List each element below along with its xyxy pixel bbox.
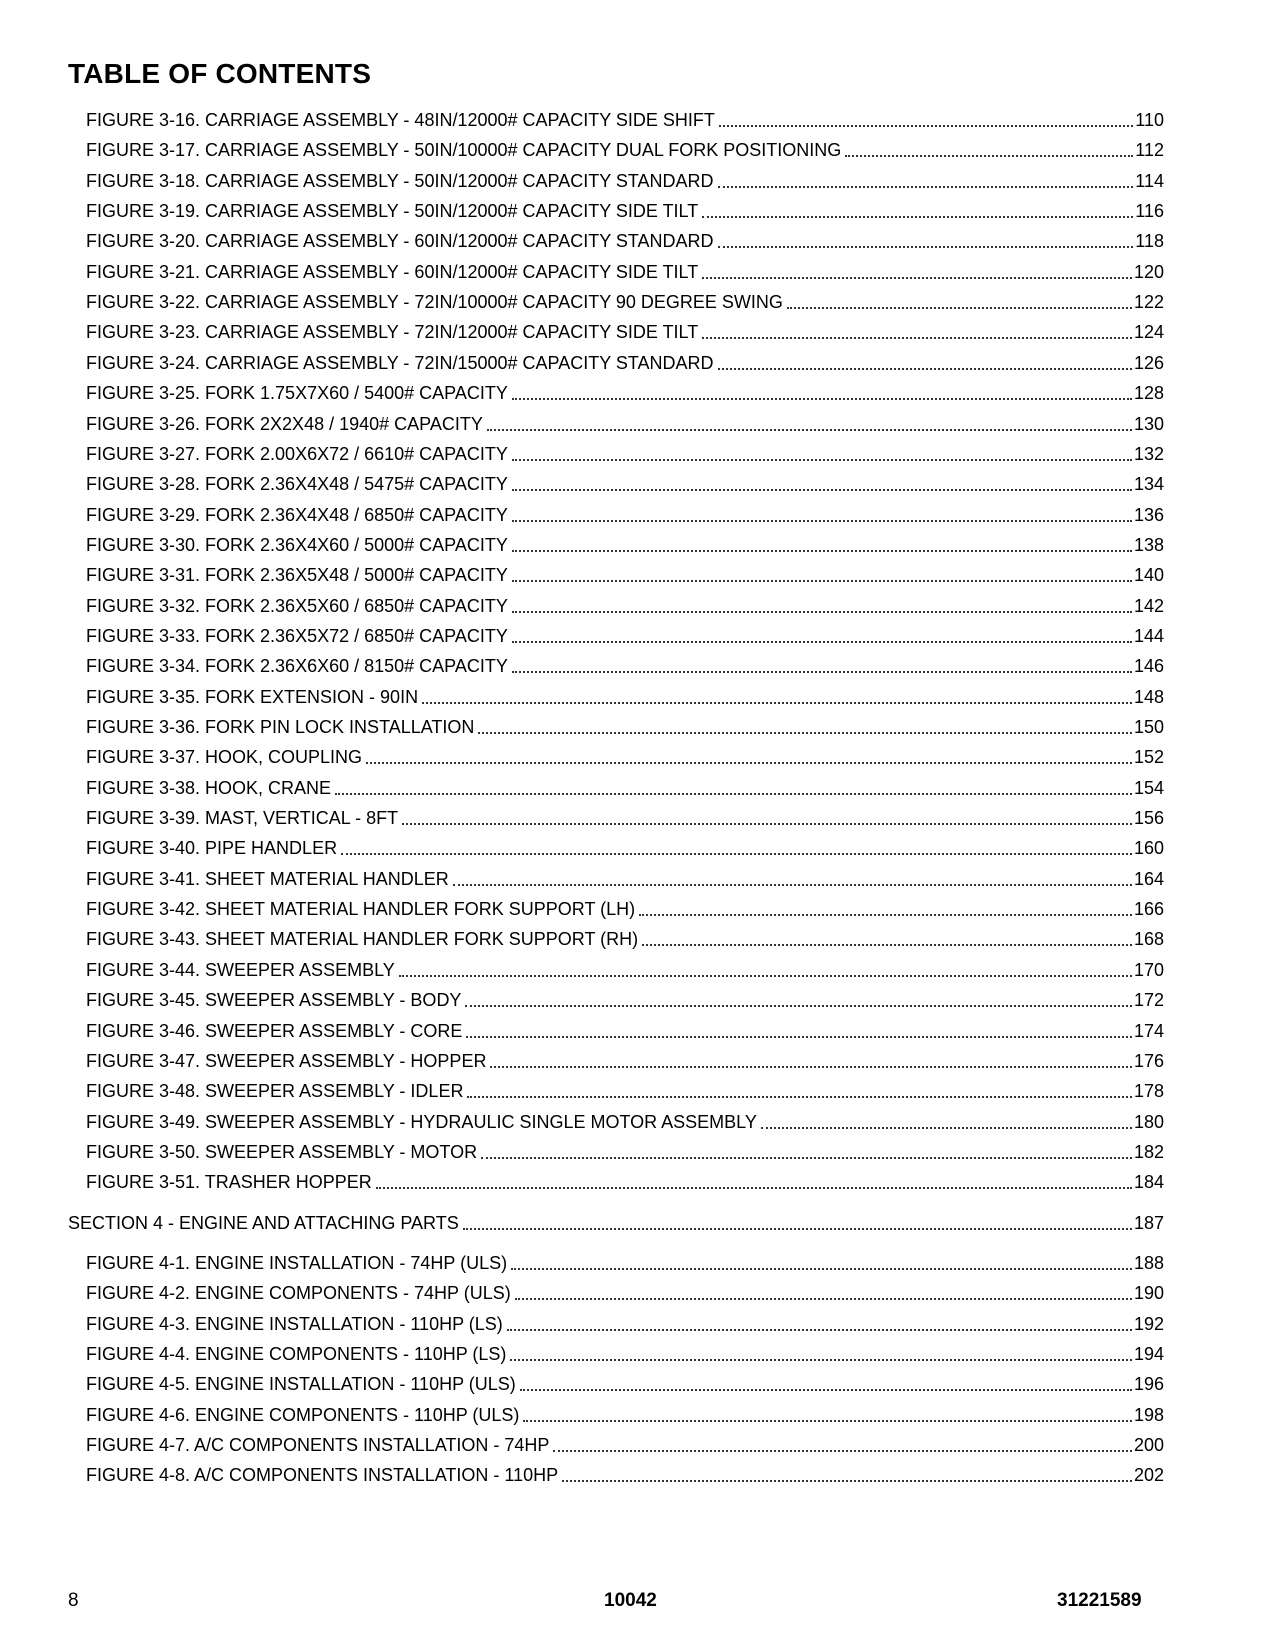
toc-dot-leader <box>702 337 1132 339</box>
toc-entry-page: 142 <box>1133 595 1164 616</box>
toc-entry-page: 116 <box>1135 201 1164 222</box>
toc-entry[interactable] <box>86 867 1164 891</box>
toc-entry-label: FIGURE 3-21. CARRIAGE ASSEMBLY - 60IN/12000# CAPACITY SIDE TILT <box>86 261 699 282</box>
toc-entry-page: 122 <box>1133 292 1164 313</box>
toc-dot-leader <box>366 762 1132 764</box>
toc-entry[interactable] <box>86 1433 1164 1457</box>
toc-entry-page: 160 <box>1133 838 1164 859</box>
toc-dot-leader <box>478 732 1132 734</box>
toc-entry-page: 132 <box>1133 443 1164 464</box>
toc-dot-leader <box>399 975 1132 977</box>
toc-dot-leader <box>512 520 1132 522</box>
toc-entry[interactable] <box>86 1251 1164 1275</box>
toc-dot-leader <box>787 307 1132 309</box>
toc-entry[interactable] <box>86 260 1164 284</box>
toc-entry-label: FIGURE 3-34. FORK 2.36X6X60 / 8150# CAPACITY <box>86 656 508 677</box>
toc-entry-label: FIGURE 3-20. CARRIAGE ASSEMBLY - 60IN/12000# CAPACITY STANDARD <box>86 231 714 252</box>
toc-dot-leader <box>376 1187 1132 1189</box>
page-title: TABLE OF CONTENTS <box>68 58 372 89</box>
toc-entry-page: 180 <box>1133 1111 1164 1132</box>
toc-dot-leader <box>702 277 1132 279</box>
toc-entry-label: SECTION 4 - ENGINE AND ATTACHING PARTS <box>68 1212 459 1233</box>
toc-entry-page: 178 <box>1133 1081 1164 1102</box>
toc-entry[interactable] <box>86 563 1164 587</box>
toc-dot-leader <box>341 853 1132 855</box>
toc-entry[interactable] <box>86 1049 1164 1073</box>
toc-entry[interactable] <box>86 776 1164 800</box>
toc-entry-page: 176 <box>1133 1050 1164 1071</box>
toc-entry-page: 140 <box>1133 565 1164 586</box>
toc-entry-page: 168 <box>1133 929 1164 950</box>
toc-dot-leader <box>562 1480 1132 1482</box>
toc-entry[interactable] <box>86 503 1164 527</box>
toc-entry-page: 192 <box>1133 1313 1164 1334</box>
toc-entry-page: 164 <box>1133 868 1164 889</box>
footer-model-number: 10042 <box>604 1590 657 1611</box>
toc-entry-label: FIGURE 3-38. HOOK, CRANE <box>86 777 332 798</box>
toc-dot-leader <box>335 793 1132 795</box>
toc-entry[interactable] <box>86 138 1164 162</box>
toc-entry-page: 126 <box>1133 352 1164 373</box>
toc-dot-leader <box>512 550 1132 552</box>
toc-entry-page: 156 <box>1133 808 1164 829</box>
toc-dot-leader <box>845 155 1133 157</box>
toc-dot-leader <box>453 884 1132 886</box>
toc-dot-leader <box>512 580 1132 582</box>
toc-entry-page: 114 <box>1135 170 1164 191</box>
toc-dot-leader <box>481 1157 1132 1159</box>
toc-dot-leader <box>718 246 1134 248</box>
toc-section-entry[interactable] <box>68 1211 1164 1235</box>
toc-entry[interactable] <box>86 1170 1164 1194</box>
toc-entry-label: FIGURE 3-48. SWEEPER ASSEMBLY - IDLER <box>86 1081 464 1102</box>
toc-entry-label: FIGURE 4-1. ENGINE INSTALLATION - 74HP (ULS) <box>86 1252 508 1273</box>
toc-entry[interactable] <box>86 472 1164 496</box>
toc-entry[interactable] <box>86 836 1164 860</box>
toc-entry-page: 166 <box>1133 899 1164 920</box>
toc-entry-label: FIGURE 3-19. CARRIAGE ASSEMBLY - 50IN/12000# CAPACITY SIDE TILT <box>86 201 699 222</box>
toc-entry-page: 194 <box>1133 1344 1164 1364</box>
toc-entry-label: FIGURE 3-22. CARRIAGE ASSEMBLY - 72IN/10000# CAPACITY 90 DEGREE SWING <box>86 292 783 313</box>
toc-entry-label: FIGURE 4-3. ENGINE INSTALLATION - 110HP (LS) <box>86 1313 503 1334</box>
toc-entry-label: FIGURE 3-26. FORK 2X2X48 / 1940# CAPACITY <box>86 413 483 434</box>
toc-entry-page: 182 <box>1133 1141 1164 1162</box>
toc-entry-label: FIGURE 4-8. A/C COMPONENTS INSTALLATION - 110HP <box>86 1465 559 1486</box>
toc-entry-label: FIGURE 4-4. ENGINE COMPONENTS - 110HP (LS) <box>86 1344 507 1364</box>
toc-dot-leader <box>718 186 1134 188</box>
toc-dot-leader <box>490 1066 1132 1068</box>
toc-entry-label: FIGURE 3-41. SHEET MATERIAL HANDLER <box>86 868 449 889</box>
toc-entry[interactable] <box>86 897 1164 921</box>
toc-entry-page: 120 <box>1133 261 1164 282</box>
toc-dot-leader <box>510 1359 1132 1361</box>
toc-entry[interactable] <box>86 199 1164 223</box>
toc-entry-label: FIGURE 3-47. SWEEPER ASSEMBLY - HOPPER <box>86 1050 487 1071</box>
toc-entry-page: 134 <box>1133 474 1164 495</box>
toc-entry[interactable] <box>86 654 1164 678</box>
toc-entry[interactable] <box>86 745 1164 769</box>
toc-entry-label: FIGURE 3-32. FORK 2.36X5X60 / 6850# CAPACITY <box>86 595 508 616</box>
toc-entry-label: FIGURE 3-33. FORK 2.36X5X72 / 6850# CAPACITY <box>86 625 508 646</box>
toc-entry-page: 150 <box>1133 717 1164 737</box>
toc-entry-page: 146 <box>1133 656 1164 677</box>
toc-entry-page: 118 <box>1135 231 1164 252</box>
toc-entry-page: 188 <box>1133 1252 1164 1273</box>
toc-dot-leader <box>487 429 1132 431</box>
toc-entry-page: 110 <box>1135 110 1164 130</box>
toc-entry[interactable] <box>86 1140 1164 1164</box>
toc-entry-page: 196 <box>1133 1374 1164 1395</box>
toc-entry[interactable] <box>86 1079 1164 1103</box>
toc-entry-label: FIGURE 3-37. HOOK, COUPLING <box>86 747 363 768</box>
toc-entry-label: FIGURE 3-29. FORK 2.36X4X48 / 6850# CAPACITY <box>86 504 508 525</box>
toc-entry[interactable] <box>86 108 1164 132</box>
toc-entry[interactable] <box>86 442 1164 466</box>
toc-entry[interactable] <box>86 624 1164 648</box>
toc-dot-leader <box>718 368 1132 370</box>
toc-dot-leader <box>702 216 1133 218</box>
toc-entry-page: 112 <box>1135 140 1164 161</box>
toc-entry-page: 170 <box>1133 959 1164 980</box>
toc-entry[interactable] <box>86 1403 1164 1427</box>
toc-entry-label: FIGURE 3-27. FORK 2.00X6X72 / 6610# CAPACITY <box>86 443 508 464</box>
toc-entry-label: FIGURE 3-45. SWEEPER ASSEMBLY - BODY <box>86 990 462 1011</box>
toc-entry[interactable] <box>86 958 1164 982</box>
toc-dot-leader <box>515 1298 1132 1300</box>
toc-entry-page: 130 <box>1133 413 1164 434</box>
toc-entry-label: FIGURE 4-6. ENGINE COMPONENTS - 110HP (ULS) <box>86 1404 520 1425</box>
toc-dot-leader <box>422 702 1132 704</box>
toc-dot-leader <box>402 823 1132 825</box>
toc-entry[interactable] <box>86 685 1164 709</box>
toc-entry-label: FIGURE 3-25. FORK 1.75X7X60 / 5400# CAPACITY <box>86 383 508 404</box>
toc-entry-label: FIGURE 3-23. CARRIAGE ASSEMBLY - 72IN/12000# CAPACITY SIDE TILT <box>86 322 699 343</box>
toc-entry[interactable] <box>86 229 1164 253</box>
toc-entry-page: 202 <box>1133 1465 1164 1486</box>
toc-entry-page: 200 <box>1133 1435 1164 1456</box>
toc-entry-label: FIGURE 3-24. CARRIAGE ASSEMBLY - 72IN/15000# CAPACITY STANDARD <box>86 352 714 373</box>
toc-entry-page: 128 <box>1133 383 1164 404</box>
toc-entry[interactable] <box>86 715 1164 739</box>
toc-entry[interactable] <box>86 988 1164 1012</box>
toc-entry-label: FIGURE 4-7. A/C COMPONENTS INSTALLATION - 74HP <box>86 1435 550 1456</box>
toc-dot-leader <box>553 1450 1132 1452</box>
toc-dot-leader <box>463 1228 1132 1230</box>
toc-entry-label: FIGURE 3-40. PIPE HANDLER <box>86 838 338 859</box>
toc-dot-leader <box>512 611 1132 613</box>
footer-part-number: 31221589 <box>1057 1590 1142 1611</box>
toc-entry[interactable] <box>86 290 1164 314</box>
toc-entry-label: FIGURE 3-31. FORK 2.36X5X48 / 5000# CAPACITY <box>86 565 508 586</box>
toc-dot-leader <box>520 1389 1132 1391</box>
toc-entry-label: FIGURE 3-44. SWEEPER ASSEMBLY <box>86 959 395 980</box>
toc-entry-label: FIGURE 3-50. SWEEPER ASSEMBLY - MOTOR <box>86 1141 478 1162</box>
toc-entry-page: 144 <box>1133 625 1164 646</box>
toc-dot-leader <box>512 489 1132 491</box>
toc-dot-leader <box>642 944 1132 946</box>
toc-dot-leader <box>512 459 1132 461</box>
toc-entry[interactable] <box>86 1281 1164 1305</box>
toc-entry-page: 184 <box>1133 1172 1164 1193</box>
toc-entry-label: FIGURE 3-18. CARRIAGE ASSEMBLY - 50IN/12000# CAPACITY STANDARD <box>86 170 714 191</box>
toc-entry[interactable] <box>86 1463 1164 1487</box>
toc-entry-label: FIGURE 3-28. FORK 2.36X4X48 / 5475# CAPACITY <box>86 474 508 495</box>
toc-dot-leader <box>512 398 1132 400</box>
toc-entry[interactable] <box>86 1372 1164 1396</box>
toc-dot-leader <box>467 1096 1132 1098</box>
footer-page-number: 8 <box>68 1590 79 1611</box>
toc-entry[interactable] <box>86 927 1164 951</box>
toc-dot-leader <box>466 1036 1132 1038</box>
toc-entry-page: 190 <box>1133 1283 1164 1304</box>
toc-entry[interactable] <box>86 169 1164 193</box>
toc-entry-label: FIGURE 3-39. MAST, VERTICAL - 8FT <box>86 808 399 829</box>
toc-entry-page: 148 <box>1133 686 1164 707</box>
toc-dot-leader <box>719 125 1133 127</box>
toc-entry-label: FIGURE 4-5. ENGINE INSTALLATION - 110HP (ULS) <box>86 1374 516 1395</box>
toc-dot-leader <box>639 914 1132 916</box>
toc-entry-label: FIGURE 3-49. SWEEPER ASSEMBLY - HYDRAULIC SINGLE MOTOR ASSEMBLY <box>86 1111 757 1132</box>
toc-entry[interactable] <box>86 381 1164 405</box>
toc-dot-leader <box>465 1005 1132 1007</box>
toc-dot-leader <box>523 1420 1132 1422</box>
toc-entry[interactable] <box>86 1110 1164 1134</box>
toc-dot-leader <box>507 1329 1132 1331</box>
toc-entry[interactable] <box>86 320 1164 344</box>
toc-dot-leader <box>511 1268 1132 1270</box>
toc-entry-page: 172 <box>1133 990 1164 1011</box>
toc-entry[interactable] <box>86 806 1164 830</box>
toc-entry-page: 138 <box>1133 534 1164 555</box>
toc-entry[interactable] <box>86 1019 1164 1043</box>
toc-entry[interactable] <box>86 1342 1164 1366</box>
toc-entry-label: FIGURE 4-2. ENGINE COMPONENTS - 74HP (ULS) <box>86 1283 511 1304</box>
toc-entry-page: 174 <box>1133 1020 1164 1041</box>
toc-entry[interactable] <box>86 412 1164 436</box>
toc-entry-page: 187 <box>1133 1212 1164 1233</box>
toc-entry-label: FIGURE 3-36. FORK PIN LOCK INSTALLATION <box>86 717 475 737</box>
toc-entry-page: 136 <box>1133 504 1164 525</box>
toc-dot-leader <box>761 1127 1132 1129</box>
toc-dot-leader <box>512 641 1132 643</box>
toc-entry-label: FIGURE 3-30. FORK 2.36X4X60 / 5000# CAPACITY <box>86 534 508 555</box>
toc-dot-leader <box>512 671 1132 673</box>
toc-entry-page: 154 <box>1133 777 1164 798</box>
toc-entry[interactable] <box>86 351 1164 375</box>
toc-entry[interactable] <box>86 1312 1164 1336</box>
toc-entry-label: FIGURE 3-16. CARRIAGE ASSEMBLY - 48IN/12000# CAPACITY SIDE SHIFT <box>86 110 715 130</box>
toc-entry-page: 152 <box>1133 747 1164 768</box>
toc-entry-label: FIGURE 3-51. TRASHER HOPPER <box>86 1172 372 1193</box>
toc-entry-page: 198 <box>1133 1404 1164 1425</box>
toc-entry[interactable] <box>86 533 1164 557</box>
toc-entry-label: FIGURE 3-46. SWEEPER ASSEMBLY - CORE <box>86 1020 463 1041</box>
toc-entry-label: FIGURE 3-42. SHEET MATERIAL HANDLER FORK SUPPORT (LH) <box>86 899 636 920</box>
toc-entry-label: FIGURE 3-43. SHEET MATERIAL HANDLER FORK SUPPORT (RH) <box>86 929 639 950</box>
toc-entry-label: FIGURE 3-35. FORK EXTENSION - 90IN <box>86 686 419 707</box>
toc-entry-label: FIGURE 3-17. CARRIAGE ASSEMBLY - 50IN/10000# CAPACITY DUAL FORK POSITIONING <box>86 140 842 161</box>
toc-entry[interactable] <box>86 594 1164 618</box>
toc-entry-page: 124 <box>1133 322 1164 343</box>
